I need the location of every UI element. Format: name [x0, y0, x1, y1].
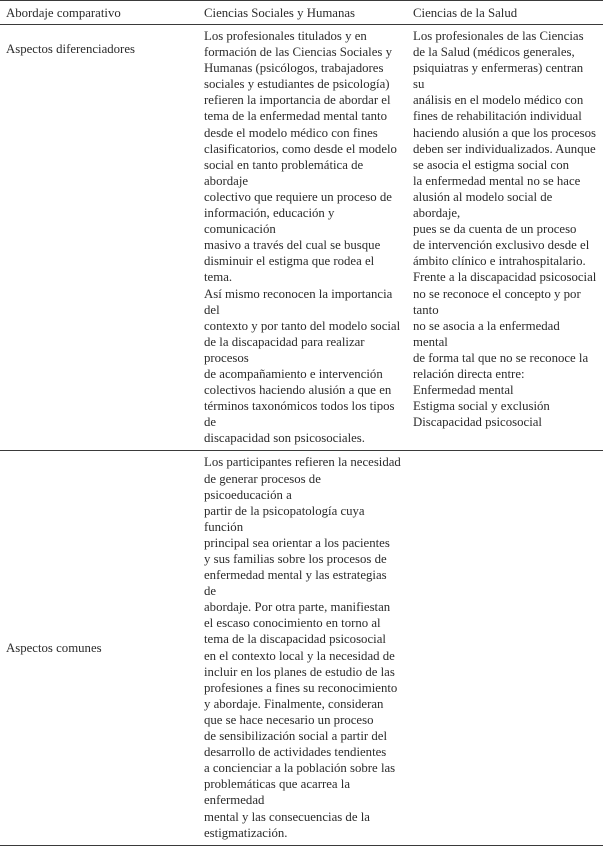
cell-sociales-comunes: Los participantes refieren la necesidad de generar procesos de psicoeducación a partir de la psicopatología cuya función principal sea orientar a los pacientes y sus familias sobre los procesos de enfermedad mental y las estrategias de abordaje. Por otra parte, manifiestan el escaso conocimiento en torno al tema de la discapacidad psicosocial en el contexto local y la necesidad de incluir en los planes de estudio de las profesiones a fines su reconocimiento y abordaje. Finalmente, consideran que se hace necesario un proceso de sensibilización social a partir del desarrollo de actividades tendientes a concienciar a la población sobre las problemáticas que acarrea la enfermedad mental y las consecuencias de la estigmatización.: [198, 451, 407, 845]
row-label-aspectos-diferenciadores: Aspectos diferenciadores: [0, 25, 198, 451]
header-abordaje-comparativo: Abordaje comparativo: [0, 1, 198, 25]
header-ciencias-sociales: Ciencias Sociales y Humanas: [198, 1, 407, 25]
cell-salud-diferenciadores: Los profesionales de las Ciencias de la Salud (médicos generales, psiquiatras y enfermeras) centran su análisis en el modelo médico con fines de rehabilitación individual haciendo alusión a que los procesos deben ser individualizados. Aunque se asocia el estigma social con la enfermedad mental no se hace alusión al modelo social de abordaje, pues se da cuenta de un proceso de intervención exclusivo desde el ámbito clínico e intrahospitalario. Frente a la discapacidad psicosocial no se reconoce el concepto y por tanto no se asocia a la enfermedad mental de forma tal que no se reconoce la relación directa entre: Enfermedad mental Estigma social y exclusión Discapacidad psicosocial: [407, 25, 603, 451]
cell-sociales-diferenciadores: Los profesionales titulados y en formación de las Ciencias Sociales y Humanas (psicólogos, trabajadores sociales y estudiantes de psicología) refieren la importancia de abordar el tema de la enfermedad mental tanto desde el modelo médico con fines clasificatorios, como desde el modelo social en tanto problemática de abordaje colectivo que requiere un proceso de información, educación y comunicación masivo a través del cual se busque disminuir el estigma que rodea el tema. Así mismo reconocen la importancia del contexto y por tanto del modelo social de la discapacidad para realizar procesos de acompañamiento e intervención colectivos haciendo alusión a que en términos taxonómicos todos los tipos de discapacidad son psicosociales.: [198, 25, 407, 451]
table-row: [0, 451, 603, 845]
cell-salud-comunes: [407, 451, 603, 845]
table-header: [0, 1, 603, 25]
table-body: [0, 25, 603, 846]
header-row: [0, 1, 603, 25]
table-row: [0, 25, 603, 451]
row-label-aspectos-comunes: Aspectos comunes: [0, 451, 198, 845]
header-ciencias-salud: Ciencias de la Salud: [407, 1, 603, 25]
